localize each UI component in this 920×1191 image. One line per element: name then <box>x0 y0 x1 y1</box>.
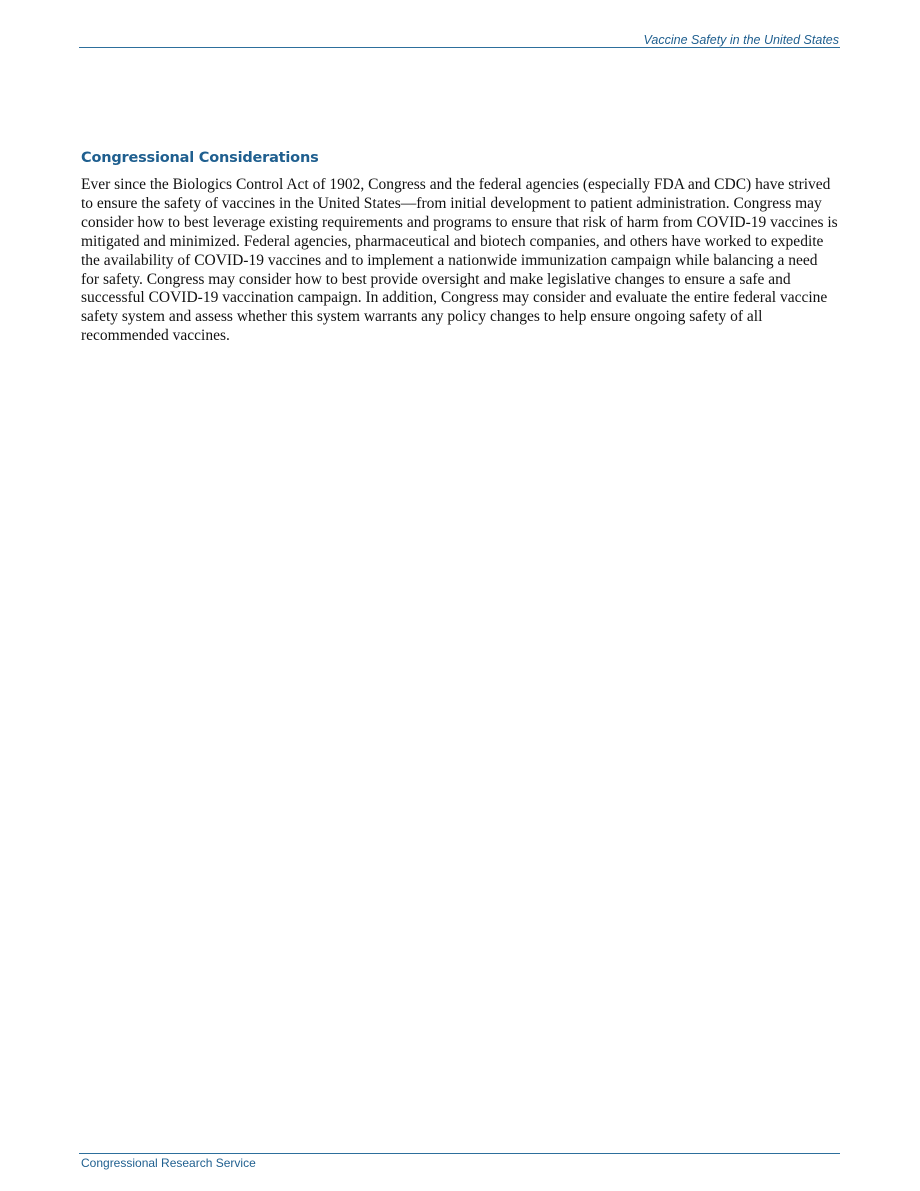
running-header <box>79 30 840 48</box>
running-footer <box>79 1153 840 1170</box>
running-header-title: Vaccine Safety in the United States <box>643 33 839 47</box>
body-paragraph: Ever since the Biologics Control Act of 1902, Congress and the federal agencies (especially FDA and CDC) have strived to ensure the safety of vaccines in the United States—from initial development to patient administration. Congress may consider how to best leverage existing requirements and programs to ensure that risk of harm from COVID-19 vaccines is mitigated and minimized. Federal agencies, pharmaceutical and biotech companies, and others have worked to expedite the availability of COVID-19 vaccines and to implement a nationwide immunization campaign while balancing a need for safety. Congress may consider how to best provide oversight and make legislative changes to ensure a safe and successful COVID-19 vaccination campaign. In addition, Congress may consider and evaluate the entire federal vaccine safety system and assess whether this system warrants any policy changes to help ensure ongoing safety of all recommended vaccines. <box>81 176 838 345</box>
section-heading: Congressional Considerations <box>81 150 319 166</box>
footer-source: Congressional Research Service <box>81 1156 256 1170</box>
